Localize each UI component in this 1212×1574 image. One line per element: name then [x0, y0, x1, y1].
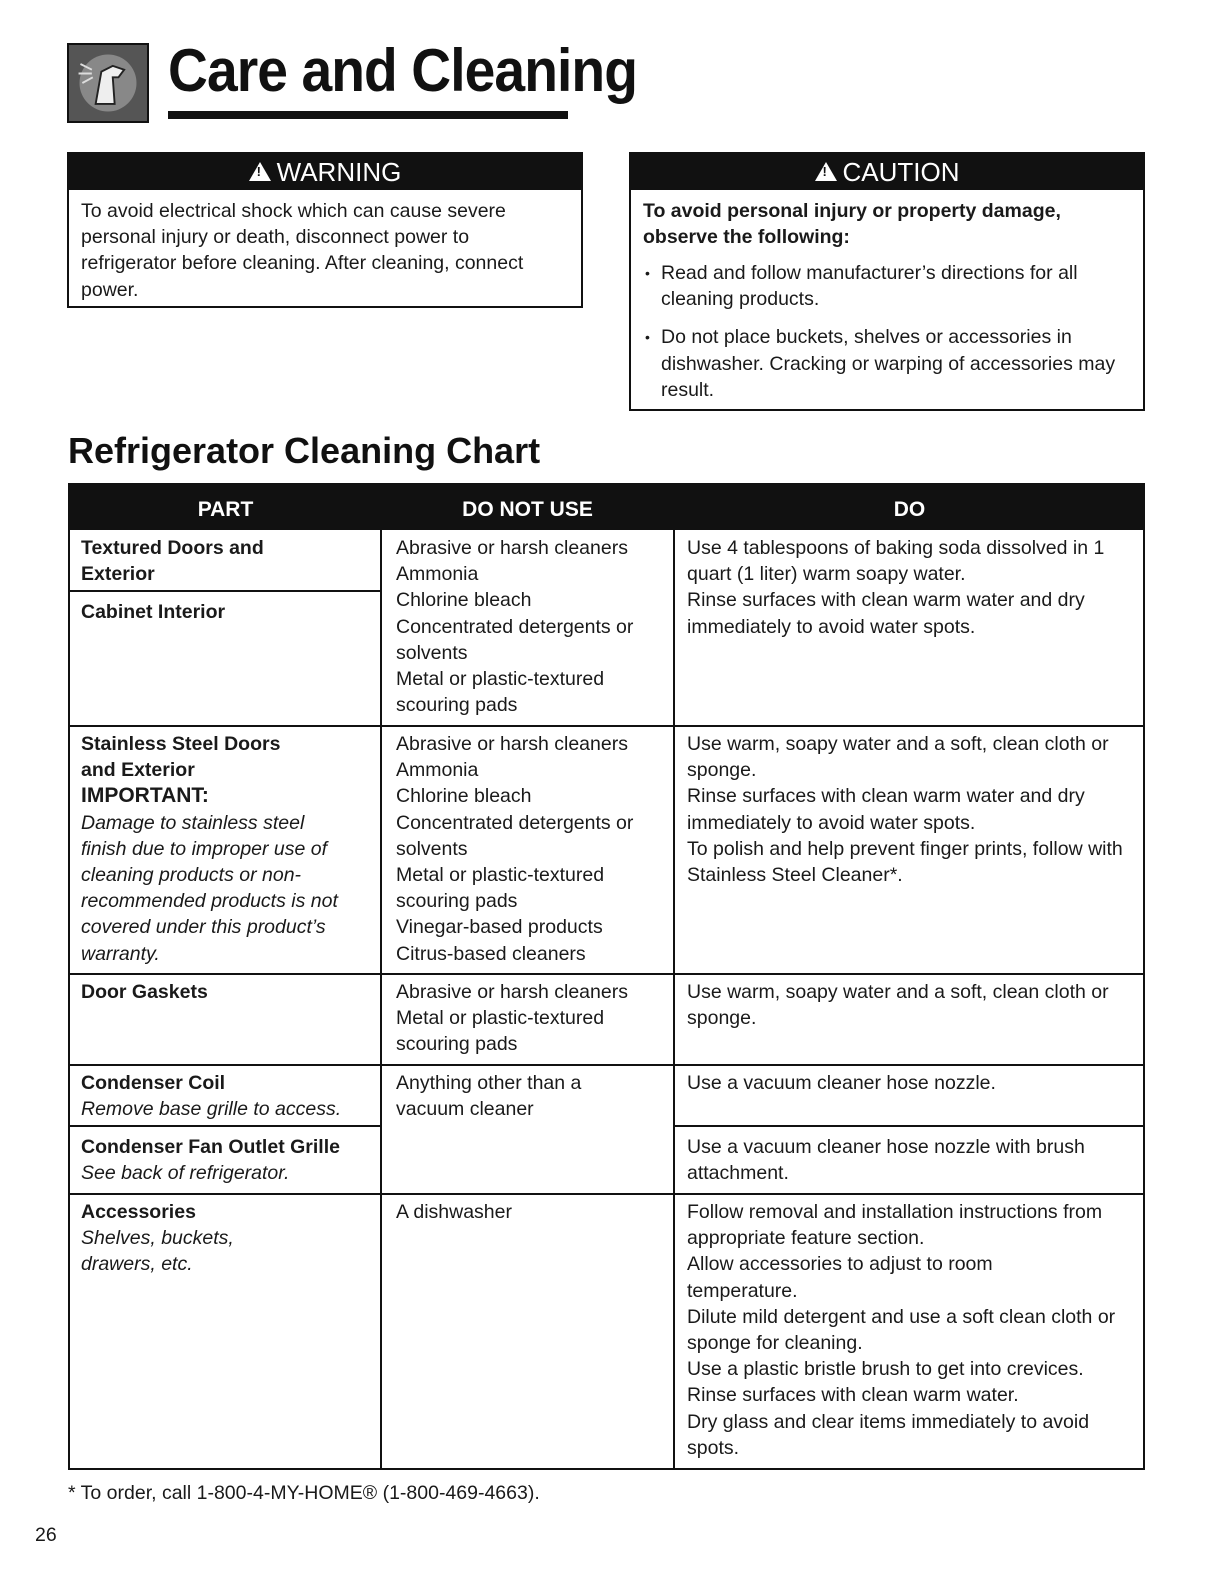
do-item: Use warm, soapy water and a soft, clean cloth or sponge. — [687, 981, 1109, 1030]
part-name: Textured Doors and Exterior — [81, 537, 264, 586]
do-cell — [687, 1199, 1133, 1461]
chart-title: Refrigerator Cleaning Chart — [68, 430, 541, 471]
part-name: Condenser Fan Outlet Grille — [81, 1136, 340, 1158]
warning-header — [69, 154, 581, 190]
part-cell — [81, 1199, 261, 1278]
do-not-use-item: Chlorine bleach — [396, 785, 532, 808]
do-not-use-item: Abrasive or harsh cleaners — [396, 981, 628, 1003]
column-divider — [380, 530, 382, 1470]
do-not-use-item: Anything other than a vacuum cleaner — [396, 1072, 582, 1121]
do-cell — [687, 535, 1133, 640]
do-item: To polish and help prevent finger prints, follow with Stainless Steel Cleaner*. — [687, 837, 1123, 887]
part-note: See back of refrigerator. — [81, 1162, 290, 1185]
page-title: Care and Cleaning — [168, 37, 638, 104]
do-not-use-cell — [396, 731, 668, 967]
do-not-use-item: Ammonia — [396, 759, 479, 782]
row-divider — [70, 590, 381, 592]
do-not-use-item: Concentrated detergents or solvents — [396, 615, 634, 664]
part-note: Shelves, buckets, drawers, etc. — [81, 1227, 234, 1276]
row-divider — [70, 1125, 381, 1127]
do-item: Dry glass and clear items immediately to avoid spots. — [687, 1410, 1090, 1459]
do-not-use-item: Vinegar-based products — [396, 916, 603, 939]
do-item: Allow accessories to adjust to room temperature. — [687, 1253, 993, 1302]
do-item: Rinse surfaces with clean warm water. — [687, 1384, 1019, 1407]
part-cell — [81, 1134, 376, 1186]
part-name: Stainless Steel Doors and Exterior — [81, 733, 281, 782]
caution-box — [629, 152, 1145, 411]
do-cell — [687, 979, 1133, 1031]
warning-triangle-icon — [249, 162, 271, 181]
do-not-use-item: Metal or plastic-textured scouring pads — [396, 668, 605, 717]
part-name: Condenser Coil — [81, 1072, 226, 1094]
cleaning-chart-table — [68, 483, 1145, 1470]
do-not-use-item: Chlorine bleach — [396, 589, 532, 612]
row-divider — [70, 973, 1145, 975]
row-divider — [674, 1125, 1145, 1127]
do-item: Use 4 tablespoons of baking soda dissolved in 1 quart (1 liter) warm soapy water. — [687, 537, 1105, 586]
caution-header — [631, 154, 1143, 190]
do-item: Dilute mild detergent and use a soft clean cloth or sponge for cleaning. — [687, 1305, 1116, 1355]
do-not-use-cell — [396, 535, 668, 718]
do-item: Rinse surfaces with clean warm water and dry immediately to avoid water spots. — [687, 589, 1085, 638]
part-name: Door Gaskets — [81, 981, 208, 1003]
do-item: Use a vacuum cleaner hose nozzle. — [687, 1072, 996, 1094]
part-cell — [81, 979, 361, 1005]
column-header-part: PART — [197, 498, 254, 521]
do-item: Use a plastic bristle brush to get into crevices. — [687, 1358, 1084, 1381]
part-cell — [81, 535, 321, 587]
do-not-use-item: Abrasive or harsh cleaners — [396, 733, 628, 755]
part-cell — [81, 599, 361, 625]
caution-heading: CAUTION — [842, 157, 960, 187]
do-not-use-cell — [396, 979, 668, 1058]
do-not-use-item: Abrasive or harsh cleaners — [396, 537, 628, 559]
column-divider — [673, 530, 675, 1470]
caution-lead: To avoid personal injury or property damage, observe the following: — [643, 200, 1061, 248]
footnote: * To order, call 1-800-4-MY-HOME® (1-800-469-4663). — [68, 1482, 540, 1504]
do-not-use-item: Ammonia — [396, 563, 479, 586]
do-item: Use warm, soapy water and a soft, clean cloth or sponge. — [687, 733, 1109, 782]
do-not-use-item: A dishwasher — [396, 1201, 512, 1223]
part-name: Cabinet Interior — [81, 601, 226, 623]
do-not-use-item: Concentrated detergents or solvents — [396, 811, 634, 860]
do-not-use-item: Citrus-based cleaners — [396, 942, 586, 965]
row-divider — [70, 1193, 1145, 1195]
caution-triangle-icon — [815, 162, 837, 181]
do-cell — [687, 1070, 1133, 1096]
page-number: 26 — [35, 1524, 57, 1546]
column-header-do: DO — [893, 498, 926, 521]
caution-item: • Do not place buckets, shelves or accessories in dishwasher. Cracking or warping of accessories may result. — [643, 324, 1131, 403]
title-rule — [168, 111, 568, 119]
part-cell — [81, 731, 351, 967]
do-not-use-cell — [396, 1199, 668, 1225]
do-item: Use a vacuum cleaner hose nozzle with brush attachment. — [687, 1136, 1085, 1185]
table-header — [70, 485, 1143, 530]
important-label: IMPORTANT: — [81, 784, 209, 808]
part-note: Remove base grille to access. — [81, 1098, 342, 1121]
column-header-do-not-use: DO NOT USE — [462, 498, 593, 521]
caution-item: • Read and follow manufacturer’s directions for all cleaning products. — [643, 260, 1131, 312]
do-not-use-item: Metal or plastic-textured scouring pads — [396, 864, 605, 913]
part-name: Accessories — [81, 1201, 196, 1223]
do-cell — [687, 731, 1133, 888]
do-not-use-cell — [396, 1070, 611, 1122]
part-cell — [81, 1070, 371, 1122]
warning-heading: WARNING — [276, 157, 402, 187]
warning-text: To avoid electrical shock which can cause severe personal injury or death, disconnect power to refrigerator before cleaning. After cleaning, connect power. — [81, 200, 524, 301]
do-not-use-item: Metal or plastic-textured scouring pads — [396, 1007, 605, 1056]
caution-list — [643, 260, 1131, 403]
warning-box — [67, 152, 583, 308]
do-item: Follow removal and installation instructions from appropriate feature section. — [687, 1201, 1103, 1250]
do-item: Rinse surfaces with clean warm water and dry immediately to avoid water spots. — [687, 785, 1085, 834]
row-divider — [70, 725, 1145, 727]
part-note: Damage to stainless steel finish due to improper use of cleaning products or non-recommended products is not covered under this product’s warranty. — [81, 811, 338, 965]
spray-bottle-icon — [67, 43, 149, 123]
do-cell — [687, 1134, 1133, 1186]
row-divider — [70, 1064, 1145, 1066]
